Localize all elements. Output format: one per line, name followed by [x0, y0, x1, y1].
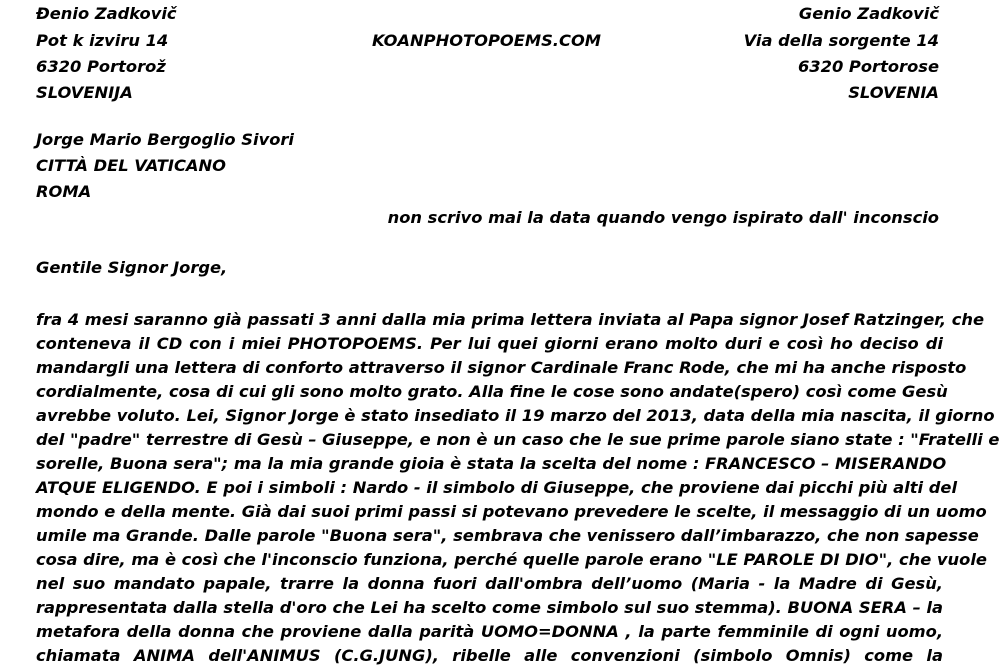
body-line: cosa dire, ma è così che l'inconscio funziona, perché quelle parole erano "LE PAROLE DI DIO", che vuole	[36, 550, 987, 569]
body-line: nel suo mandato papale, trarre la donna fuori dall'ombra dell’uomo (Maria - la Madre di Gesù,	[36, 574, 943, 593]
body-line: fra 4 mesi saranno già passati 3 anni dalla mia prima lettera inviata al Papa signor Josef Ratzinger, che	[36, 310, 985, 329]
recipient-name: Jorge Mario Bergoglio Sivori	[36, 130, 294, 149]
sender-left-country: SLOVENIJA	[36, 83, 133, 102]
sender-right-street: Via della sorgente 14	[743, 31, 939, 50]
body-line: ATQUE ELIGENDO. E poi i simboli : Nardo - il simbolo di Giuseppe, che proviene dai picchi più alti del	[36, 478, 958, 497]
body-line: del "padre" terrestre di Gesù – Giuseppe, e non è un caso che le sue prime parole siano state : "Fratelli e	[36, 430, 1000, 449]
sender-right-city: 6320 Portorose	[797, 57, 939, 76]
body-line: mondo e della mente. Già dai suoi primi passi si potevano prevedere le scelte, il messaggio di un uomo	[36, 502, 987, 521]
sender-left-city: 6320 Portorož	[36, 57, 166, 76]
body-line: metafora della donna che proviene dalla parità UOMO=DONNA , la parte femminile di ogni uomo,	[36, 622, 943, 641]
body-line: umile ma Grande. Dalle parole "Buona sera", sembrava che venissero dall’imbarazzo, che non sapesse	[36, 526, 979, 545]
website-link[interactable]: KOANPHOTOPOEMS.COM	[372, 31, 601, 50]
body-line: avrebbe voluto. Lei, Signor Jorge è stato insediato il 19 marzo del 2013, data della mia nascita, il giorno	[36, 406, 995, 425]
body-line: sorelle, Buona sera"; ma la mia grande gioia è stata la scelta del nome : FRANCESCO – MISERANDO	[36, 454, 947, 473]
body-line: conteneva il CD con i miei PHOTOPOEMS. Per lui quei giorni erano molto duri e così ho deciso di	[36, 334, 943, 353]
body-line: chiamata ANIMA dell'ANIMUS (C.G.JUNG), ribelle alle convenzioni (simbolo Omnis) come la	[36, 646, 943, 665]
sender-right-name: Genio Zadkovič	[798, 4, 939, 23]
recipient-city: ROMA	[36, 182, 92, 201]
sender-left-name: Đenio Zadkovič	[36, 4, 177, 23]
body-line: rappresentata dalla stella d'oro che Lei ha scelto come simbolo sul suo stemma). BUONA SERA – la	[36, 598, 943, 617]
sender-left-street: Pot k izviru 14	[36, 31, 169, 50]
date-note: non scrivo mai la data quando vengo ispirato dall' inconscio	[387, 208, 939, 227]
salutation: Gentile Signor Jorge,	[36, 258, 228, 277]
body-line: mandargli una lettera di conforto attraverso il signor Cardinale Franc Rode, che mi ha anche risposto	[36, 358, 967, 377]
recipient-place: CITTÀ DEL VATICANO	[36, 156, 226, 175]
body-line: cordialmente, cosa di cui gli sono molto grato. Alla fine le cose sono andate(spero) così come Gesù	[36, 382, 948, 401]
sender-right-country: SLOVENIA	[848, 83, 939, 102]
